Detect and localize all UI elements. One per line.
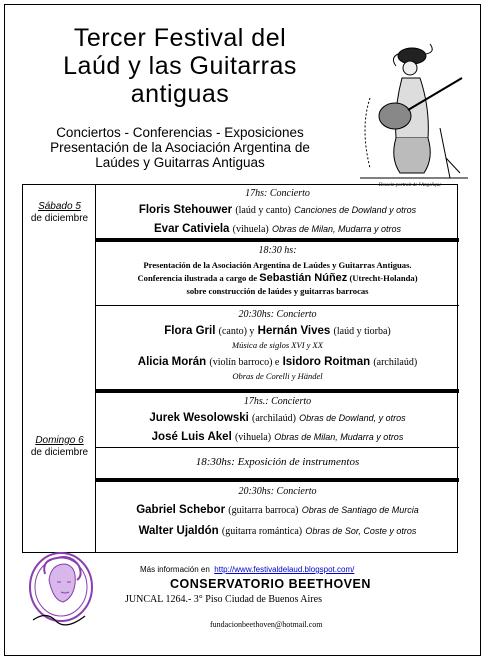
conservatory-logo — [27, 550, 95, 632]
schedule-table — [22, 184, 458, 553]
title-line-1: Tercer Festival del — [73, 24, 287, 52]
event-sun-17hs: 17hs.: Concierto Jurek Wesolowski (archilaúd) Obras de Dowland, y otros José Luis Akel (vihuela) Obras de Milan, Mudarra y otros — [96, 393, 459, 448]
subtitle — [20, 125, 340, 170]
day-saturday: Sábado 5 de diciembre — [30, 201, 89, 224]
more-info: Más información en http://www.festivaldelaud.blogspot.com/ — [140, 565, 355, 574]
day-sunday: Domingo 6 de diciembre — [30, 435, 89, 458]
festival-blog-link[interactable]: http://www.festivaldelaud.blogspot.com/ — [214, 565, 355, 574]
event-sat-17hs: 17hs: Concierto Floris Stehouwer (laúd y canto) Canciones de Dowland y otros Evar Cativiela (vihuela) Obras de Milan, Mudarra y otros — [96, 185, 459, 239]
contact-email[interactable]: fundacionbeethoven@hotmail.com — [210, 620, 323, 629]
day-column — [23, 185, 96, 552]
event-sun-2030hs: 20:30hs: Concierto Gabriel Schebor (guitarra barroca) Obras de Santiago de Murcia Walter Ujaldón (guitarra romántica) Obras de Sor, Coste y otros — [136, 486, 419, 537]
title-line-3: antiguas — [130, 80, 230, 108]
festival-title — [20, 24, 340, 108]
event-sun-1830hs: 18:30hs: Exposición de instrumentos — [96, 448, 459, 479]
subtitle-line-3: Laúdes y Guitarras Antiguas — [95, 155, 265, 170]
engraving-caption: Dessein portrait de l'Angelique — [378, 183, 442, 188]
conservatory-address: JUNCAL 1264.- 3° Piso Ciudad de Buenos Aires — [125, 594, 322, 605]
event-sat-1830hs: 18:30 hs: Presentación de la Asociación Argentina de Laúdes y Guitarras Antiguas. Conferencia ilustrada a cargo de Sebastián Núñez (Utrecht-Holanda) sobre construcción de laúdes y guitarras barrocas — [96, 242, 459, 306]
lute-player-engraving — [350, 38, 472, 188]
event-sat-2030hs: 20:30hs: Concierto Flora Gril (canto) y Hernán Vives (laúd y tiorba) Música de siglos XVI y XX Alicia Morán (violín barroco) e Isidoro Roitman (archilaúd) Obras de Corelli y Händel — [96, 306, 459, 390]
subtitle-line-1: Conciertos - Conferencias - Exposiciones — [56, 125, 304, 140]
conservatory-name: CONSERVATORIO BEETHOVEN — [170, 577, 371, 591]
title-line-2: Laúd y las Guitarras — [63, 52, 297, 80]
subtitle-line-2: Presentación de la Asociación Argentina de — [50, 140, 310, 155]
